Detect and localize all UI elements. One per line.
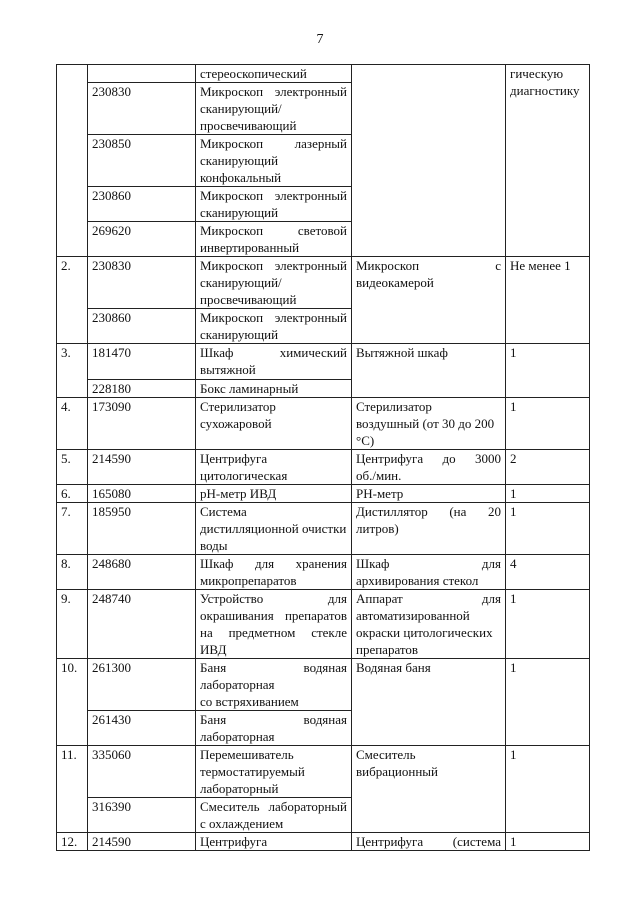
equipment-line: автоматизированной	[356, 608, 470, 623]
row-number: 6.	[57, 485, 88, 503]
row-number: 4.	[57, 398, 88, 450]
code-cell: 181470	[88, 344, 196, 380]
name-line: микропрепаратов	[200, 573, 297, 588]
name-line: лабораторная	[200, 677, 275, 692]
name-cell	[196, 746, 352, 798]
name-line: просвечивающий	[200, 292, 297, 307]
code-cell: 261300	[88, 659, 196, 711]
name-line: конфокальный	[200, 170, 282, 185]
name-line: окрашивания препаратов	[200, 608, 347, 623]
code-cell: 335060	[88, 746, 196, 798]
equipment-cell	[352, 257, 506, 344]
equipment-cell	[352, 590, 506, 659]
equipment-line: вибрационный	[356, 764, 438, 779]
name-line: ИВД	[200, 642, 227, 657]
equipment-line: об./мин.	[356, 468, 402, 483]
table-row	[57, 503, 590, 555]
name-line: Баня водяная	[200, 712, 347, 727]
equipment-cell	[352, 65, 506, 257]
name-line: Шкаф для хранения	[200, 556, 347, 571]
equipment-line: РН-метр	[356, 486, 404, 501]
name-line: цитологическая	[200, 468, 288, 483]
name-line: сканирующий	[200, 327, 279, 342]
row-number: 12.	[57, 833, 88, 851]
name-line: со встряхиванием	[200, 694, 299, 709]
name-line: Баня водяная	[200, 660, 347, 675]
row-number: 11.	[57, 746, 88, 833]
name-line: дистилляционной очистки	[200, 521, 347, 536]
quantity-cell: 1	[506, 746, 590, 833]
code-cell: 261430	[88, 711, 196, 746]
name-cell	[196, 380, 352, 398]
quantity-cell: 1	[506, 503, 590, 555]
name-line: Стерилизатор	[200, 399, 276, 414]
name-cell	[196, 833, 352, 851]
equipment-line: Центрифуга (система	[356, 834, 501, 849]
equipment-line: Аппарат для	[356, 591, 501, 606]
equipment-line: препаратов	[356, 642, 419, 657]
name-cell: стереоскопический	[196, 65, 352, 83]
name-cell	[196, 398, 352, 450]
name-cell	[196, 344, 352, 380]
equipment-line: Шкаф для	[356, 556, 501, 571]
name-line: сканирующий	[200, 153, 279, 168]
equipment-cell	[352, 344, 506, 398]
name-line: pH-метр ИВД	[200, 486, 277, 501]
name-cell	[196, 659, 352, 711]
row-number: 5.	[57, 450, 88, 485]
equipment-line: Дистиллятор (на 20	[356, 504, 501, 519]
code-cell	[88, 65, 196, 83]
code-cell: 228180	[88, 380, 196, 398]
name-line: инвертированный	[200, 240, 300, 255]
name-line: Устройство для	[200, 591, 347, 606]
table-row	[57, 65, 590, 83]
code-cell: 248740	[88, 590, 196, 659]
row-number: 2.	[57, 257, 88, 344]
equipment-cell	[352, 659, 506, 746]
name-cell	[196, 711, 352, 746]
equipment-line: Водяная баня	[356, 660, 431, 675]
name-line: Шкаф химический	[200, 345, 347, 360]
name-cell	[196, 309, 352, 344]
name-line: с охлаждением	[200, 816, 284, 831]
name-cell	[196, 798, 352, 833]
name-line: сканирующий/	[200, 101, 282, 116]
code-cell: 185950	[88, 503, 196, 555]
name-line: Микроскоп электронный	[200, 310, 347, 325]
table-row	[57, 450, 590, 485]
name-line: сканирующий	[200, 205, 279, 220]
quantity-cell: Не менее 1	[506, 257, 590, 344]
name-line: Бокс ламинарный	[200, 381, 299, 396]
equipment-line: Стерилизатор	[356, 399, 432, 414]
equipment-line: Центрифуга до 3000	[356, 451, 501, 466]
quantity-line: диагностику	[510, 83, 580, 98]
table-row	[57, 257, 590, 309]
table-row	[57, 485, 590, 503]
code-cell: 269620	[88, 222, 196, 257]
row-number	[57, 65, 88, 257]
name-line: Перемешиватель	[200, 747, 294, 762]
equipment-line: Смеситель	[356, 747, 416, 762]
row-number: 8.	[57, 555, 88, 590]
table-row	[57, 344, 590, 380]
code-cell: 248680	[88, 555, 196, 590]
name-line: воды	[200, 538, 228, 553]
name-line: Микроскоп электронный	[200, 258, 347, 273]
quantity-cell: 1	[506, 398, 590, 450]
equipment-cell	[352, 485, 506, 503]
equipment-cell	[352, 746, 506, 833]
name-cell	[196, 257, 352, 309]
name-cell	[196, 450, 352, 485]
name-line: лабораторная	[200, 729, 275, 744]
table-row	[57, 746, 590, 798]
quantity-line: гическую	[510, 66, 564, 81]
row-number: 9.	[57, 590, 88, 659]
name-line: Микроскоп электронный	[200, 188, 347, 203]
quantity-cell: 1	[506, 590, 590, 659]
name-line: на предметном стекле	[200, 625, 347, 640]
name-line: сканирующий/	[200, 275, 282, 290]
equipment-table	[56, 64, 590, 851]
name-line: Центрифуга	[200, 451, 268, 466]
code-cell: 214590	[88, 450, 196, 485]
quantity-cell: 1	[506, 485, 590, 503]
name-line: просвечивающий	[200, 118, 297, 133]
name-cell	[196, 485, 352, 503]
equipment-cell	[352, 503, 506, 555]
quantity-cell: 1	[506, 344, 590, 398]
name-line: Микроскоп световой	[200, 223, 347, 238]
table-row	[57, 833, 590, 851]
quantity-cell: 1	[506, 659, 590, 746]
code-cell: 230850	[88, 135, 196, 187]
equipment-cell	[352, 555, 506, 590]
name-cell	[196, 555, 352, 590]
equipment-line: видеокамерой	[356, 275, 434, 290]
equipment-line: воздушный (от 30 до 200	[356, 416, 495, 431]
row-number: 7.	[57, 503, 88, 555]
equipment-cell	[352, 450, 506, 485]
name-line: Смеситель лабораторный	[200, 799, 347, 814]
row-number: 10.	[57, 659, 88, 746]
code-cell: 230830	[88, 257, 196, 309]
equipment-cell	[352, 833, 506, 851]
equipment-line: архивирования стекол	[356, 573, 479, 588]
name-line: Центрифуга	[200, 834, 268, 849]
table-row	[57, 590, 590, 659]
equipment-line: Микроскоп с	[356, 258, 501, 273]
name-line: Микроскоп лазерный	[200, 136, 347, 151]
equipment-line: °С)	[356, 433, 375, 448]
name-line: вытяжной	[200, 362, 256, 377]
table-row	[57, 659, 590, 711]
quantity-cell: 1	[506, 833, 590, 851]
name-cell	[196, 590, 352, 659]
name-line: лабораторный	[200, 781, 279, 796]
equipment-line: Вытяжной шкаф	[356, 345, 448, 360]
table-row	[57, 398, 590, 450]
name-cell	[196, 187, 352, 222]
name-cell	[196, 135, 352, 187]
code-cell: 230860	[88, 187, 196, 222]
code-cell: 214590	[88, 833, 196, 851]
table-row	[57, 555, 590, 590]
name-cell	[196, 222, 352, 257]
name-line: Система	[200, 504, 247, 519]
page-number: 7	[316, 32, 324, 47]
equipment-line: окраски цитологических	[356, 625, 493, 640]
name-cell	[196, 83, 352, 135]
code-cell: 230830	[88, 83, 196, 135]
quantity-cell	[506, 65, 590, 257]
code-cell: 173090	[88, 398, 196, 450]
quantity-cell: 2	[506, 450, 590, 485]
equipment-cell	[352, 398, 506, 450]
code-cell: 230860	[88, 309, 196, 344]
name-line: термостатируемый	[200, 764, 305, 779]
row-number: 3.	[57, 344, 88, 398]
code-cell: 165080	[88, 485, 196, 503]
name-cell	[196, 503, 352, 555]
equipment-line: литров)	[356, 521, 399, 536]
quantity-cell: 4	[506, 555, 590, 590]
code-cell: 316390	[88, 798, 196, 833]
name-line: сухожаровой	[200, 416, 272, 431]
name-line: Микроскоп электронный	[200, 84, 347, 99]
